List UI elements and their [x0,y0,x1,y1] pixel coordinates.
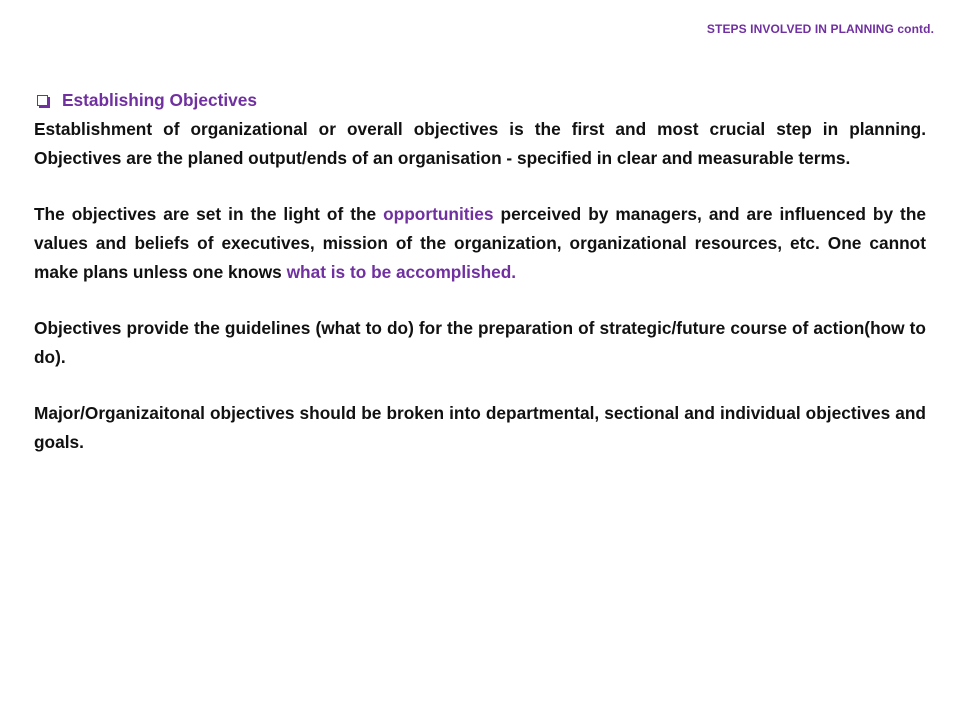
paragraph-major-objectives: Major/Organizaitonal objectives should be broken into departmental, sectional and individual objectives and goals. [34,403,926,452]
checkbox-bullet-icon [37,95,48,106]
spacer [34,287,926,314]
section-heading [34,86,926,115]
slide-content [34,86,926,457]
slide-header-title: STEPS INVOLVED IN PLANNING contd. [706,22,934,36]
spacer [34,173,926,200]
paragraph-opportunities [34,200,926,287]
paragraph-establishment: Establishment of organizational or overall objectives is the first and most crucial step in planning. Objectives are the planed output/ends of an organisation - specified in clear and measurable terms. [34,119,926,168]
section-heading-text: Establishing Objectives [62,90,257,110]
paragraph-text: perceived by managers, and are influenced by the values and beliefs of executives, mission of the organization, organizational resources, etc. One cannot make plans unless one knows [34,204,926,282]
spacer [34,372,926,399]
paragraph-guidelines: Objectives provide the guidelines (what to do) for the preparation of strategic/future course of action(how to do). [34,318,926,367]
paragraph-text: The objectives are set in the light of the [34,204,384,224]
highlight-accomplished: what is to be accomplished. [286,262,517,282]
highlight-opportunities: opportunities [383,204,494,224]
